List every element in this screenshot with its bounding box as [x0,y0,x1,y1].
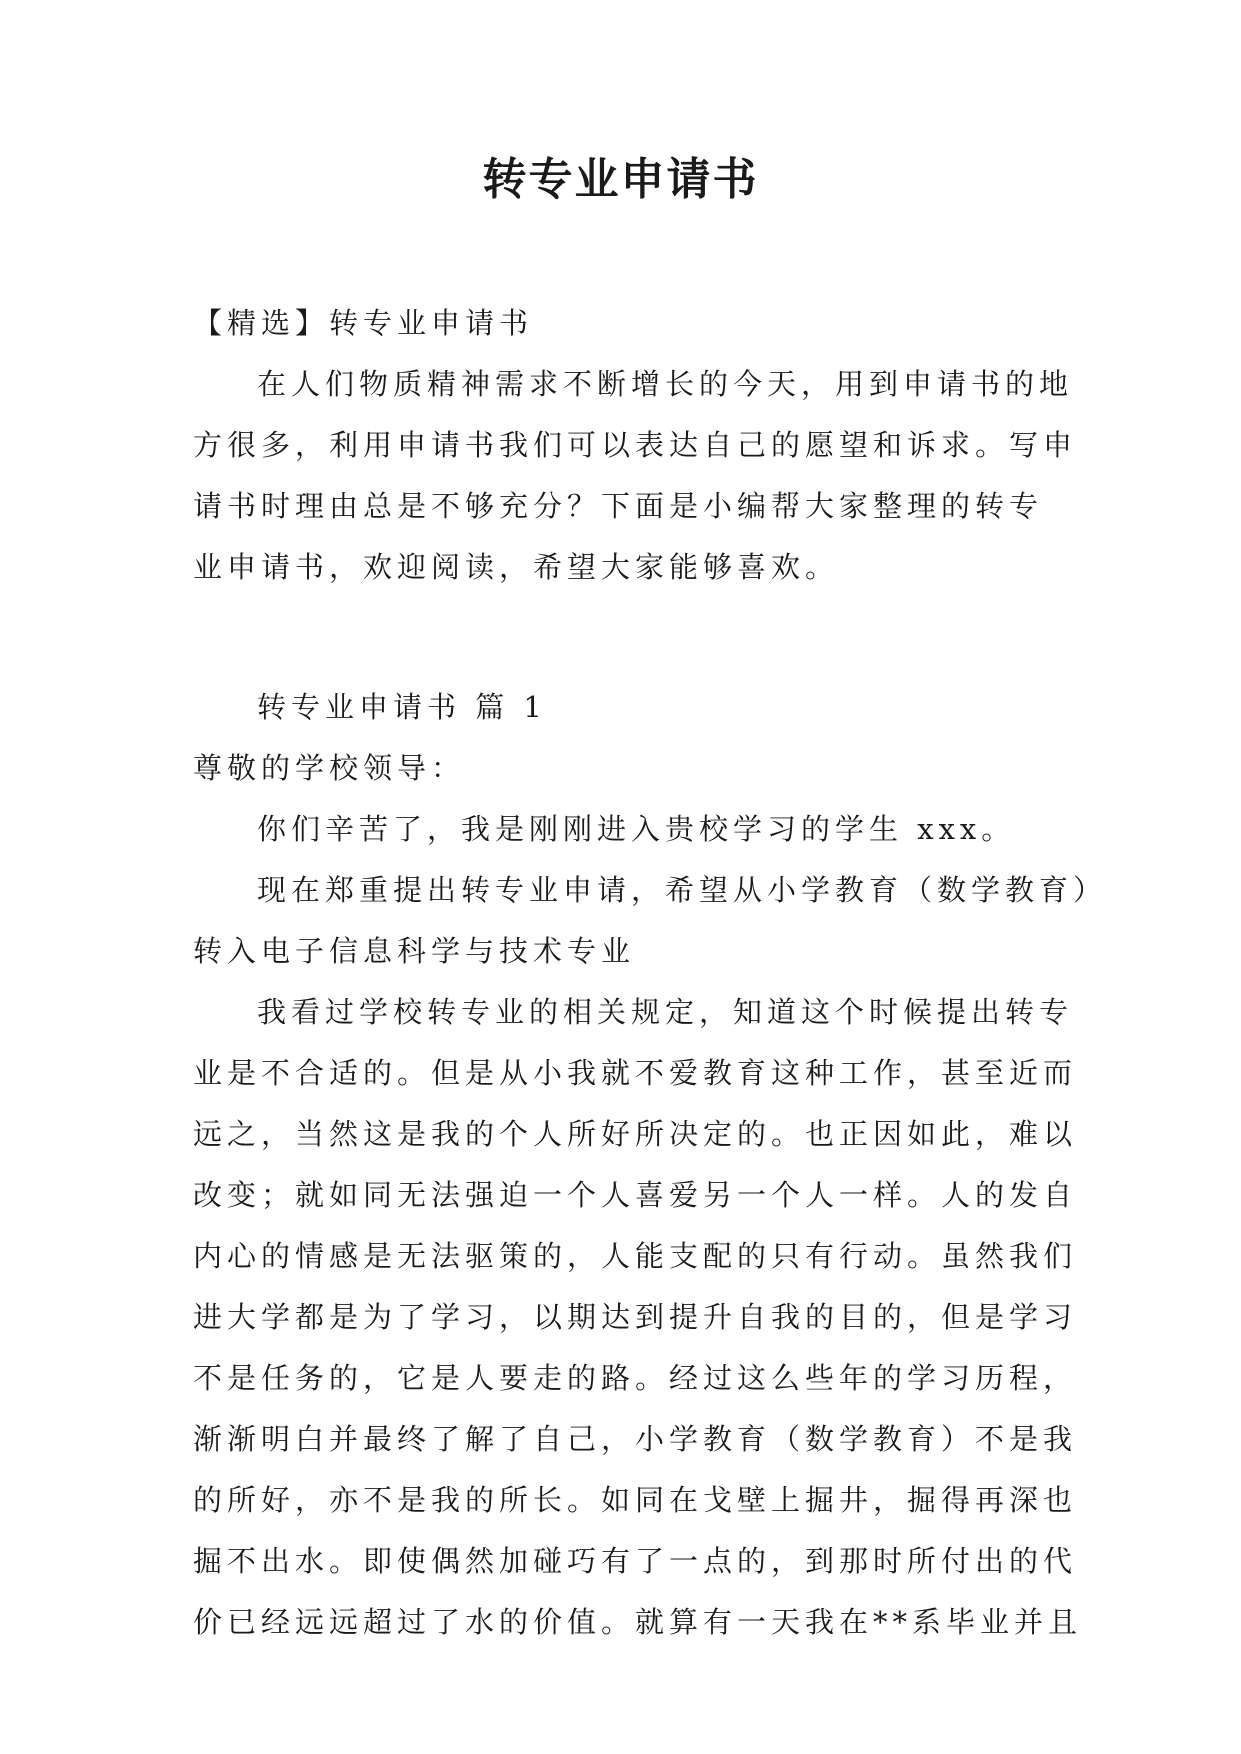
body-paragraph-line: 改变；就如同无法强迫一个人喜爱另一个人一样。人的发自 [193,1178,1078,1212]
body-paragraph-line: 内心的情感是无法驱策的，人能支配的只有行动。虽然我们 [193,1239,1078,1273]
document-title: 转专业申请书 [482,154,759,205]
intro-paragraph-line: 请书时理由总是不够充分？下面是小编帮大家整理的转专 [193,489,1044,523]
intro-paragraph-line: 业申请书，欢迎阅读，希望大家能够喜欢。 [193,550,840,584]
body-paragraph-line: 远之，当然这是我的个人所好所决定的。也正因如此，难以 [193,1117,1078,1151]
body-paragraph-line: 的所好，亦不是我的所长。如同在戈壁上掘井，掘得再深也 [193,1483,1078,1517]
body-paragraph-line: 掘不出水。即使偶然加碰巧有了一点的，到那时所付出的代 [193,1544,1078,1578]
body-paragraph-line: 你们辛苦了，我是刚刚进入贵校学习的学生 xxx。 [257,812,1016,846]
section-heading: 转专业申请书 篇 1 [257,690,547,724]
intro-paragraph-line: 方很多，利用申请书我们可以表达自己的愿望和诉求。写申 [193,428,1078,462]
intro-heading-line: 【精选】转专业申请书 [193,306,534,340]
body-paragraph-line: 现在郑重提出转专业申请，希望从小学教育（数学教育） [257,873,1108,907]
intro-paragraph-line: 在人们物质精神需求不断增长的今天，用到申请书的地 [257,367,1074,401]
body-paragraph-line: 我看过学校转专业的相关规定，知道这个时候提出转专 [257,995,1074,1029]
body-paragraph-line: 渐渐明白并最终了解了自己，小学教育（数学教育）不是我 [193,1422,1078,1456]
document-body [193,293,1108,1653]
salutation: 尊敬的学校领导： [193,751,466,785]
body-paragraph-line: 价已经远远超过了水的价值。就算有一天我在**系毕业并且 [193,1605,1083,1639]
body-paragraph-line: 转入电子信息科学与技术专业 [193,934,636,968]
body-paragraph-line: 进大学都是为了学习，以期达到提升自我的目的，但是学习 [193,1300,1078,1334]
paragraph-gap [193,598,1053,677]
body-paragraph-line: 业是不合适的。但是从小我就不爱教育这种工作，甚至近而 [193,1056,1078,1090]
body-paragraph-line: 不是任务的，它是人要走的路。经过这么些年的学习历程， [193,1361,1078,1395]
